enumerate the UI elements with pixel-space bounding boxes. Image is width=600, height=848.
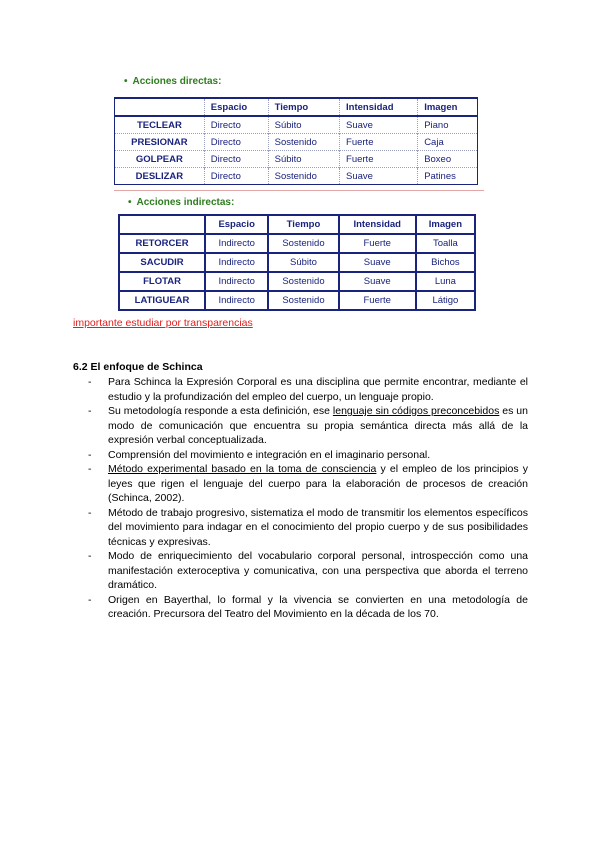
table-cell: Sostenido bbox=[268, 134, 339, 151]
dash-bullet: - bbox=[88, 593, 92, 606]
table-row bbox=[119, 253, 475, 272]
table-cell: Caja bbox=[418, 134, 478, 151]
row-label: TECLEAR bbox=[115, 116, 205, 134]
table-cell: Suave bbox=[340, 116, 418, 134]
table-cell: Indirecto bbox=[205, 234, 268, 253]
dash-bullet: - bbox=[88, 376, 92, 388]
table-cell: Boxeo bbox=[418, 151, 478, 168]
bullet-dot: • bbox=[128, 197, 132, 208]
table-cell: Indirecto bbox=[205, 291, 268, 310]
table-cell: Directo bbox=[204, 168, 268, 185]
header-cell: Espacio bbox=[205, 215, 268, 234]
table-cell: Sostenido bbox=[268, 168, 339, 185]
table-cell: Suave bbox=[339, 253, 416, 272]
table-cell: Indirecto bbox=[205, 272, 268, 291]
table-cell: Súbito bbox=[268, 151, 339, 168]
section-title: 6.2 El enfoque de Schinca bbox=[73, 361, 203, 373]
indirect-actions-heading: • Acciones indirectas: bbox=[128, 197, 235, 208]
indirect-actions-table bbox=[118, 214, 476, 311]
list-item: - Método experimental basado en la toma de consciencia y el empleo de los principios y leyes que rigen el lenguaje del cuerpo para la elaboración de procesos de creación (Schinca, 2002). bbox=[88, 463, 528, 504]
list-item: - Método de trabajo progresivo, sistematiza el modo de transmitir los elementos específicos del movimiento para indagar en el conocimiento del propio cuerpo y de sus posibilidades técnicas y expresivas. bbox=[88, 506, 528, 548]
row-label: PRESIONAR bbox=[115, 134, 205, 151]
header-cell: Intensidad bbox=[339, 215, 416, 234]
table-cell: Fuerte bbox=[340, 134, 418, 151]
header-cell: Tiempo bbox=[268, 215, 338, 234]
table-cell: Súbito bbox=[268, 116, 339, 134]
table-cell: Directo bbox=[204, 151, 268, 168]
table-row bbox=[119, 234, 475, 253]
table-row bbox=[115, 168, 478, 185]
table-cell: Toalla bbox=[416, 234, 475, 253]
table-header-row bbox=[119, 215, 475, 234]
bullet-dot: • bbox=[124, 76, 128, 87]
list-item: - Origen en Bayerthal, lo formal y la vivencia se convierten en una metodología de creación. Precursora del Teatro del Movimiento en la década de los 70. bbox=[88, 593, 528, 620]
table-row bbox=[119, 272, 475, 291]
table-row bbox=[115, 151, 478, 168]
table-cell: Luna bbox=[416, 272, 475, 291]
table-cell: Sostenido bbox=[268, 291, 338, 310]
row-label: GOLPEAR bbox=[115, 151, 205, 168]
header-cell bbox=[115, 98, 205, 116]
row-label: DESLIZAR bbox=[115, 168, 205, 185]
list-item: - Comprensión del movimiento e integración en el imaginario personal. bbox=[88, 448, 431, 461]
table-cell: Bichos bbox=[416, 253, 475, 272]
table-row bbox=[119, 291, 475, 310]
schinca-bullet-list bbox=[88, 375, 528, 622]
separator-line bbox=[114, 190, 484, 191]
table-row bbox=[115, 134, 478, 151]
row-label: SACUDIR bbox=[119, 253, 205, 272]
dash-bullet: - bbox=[88, 448, 92, 461]
header-cell: Imagen bbox=[418, 98, 478, 116]
list-item: - Su metodología responde a esta definición, ese lenguaje sin códigos preconcebidos es un modo de comunicación que encuentra su propia semántica directa más allá de la expresión verbal conceptualizada. bbox=[88, 405, 528, 446]
table-cell: Fuerte bbox=[339, 234, 416, 253]
header-cell: Intensidad bbox=[340, 98, 418, 116]
dash-bullet: - bbox=[88, 506, 92, 519]
table-cell: Suave bbox=[339, 272, 416, 291]
table-row bbox=[115, 116, 478, 134]
dash-bullet: - bbox=[88, 405, 92, 417]
table-cell: Látigo bbox=[416, 291, 475, 310]
direct-actions-table bbox=[114, 97, 478, 185]
table-cell: Súbito bbox=[268, 253, 338, 272]
table-cell: Directo bbox=[204, 134, 268, 151]
table-header-row bbox=[115, 98, 478, 116]
header-cell: Espacio bbox=[204, 98, 268, 116]
dash-bullet: - bbox=[88, 550, 92, 562]
row-label: LATIGUEAR bbox=[119, 291, 205, 310]
header-cell: Imagen bbox=[416, 215, 475, 234]
table-cell: Suave bbox=[340, 168, 418, 185]
table-cell: Patines bbox=[418, 168, 478, 185]
table-cell: Sostenido bbox=[268, 272, 338, 291]
table-cell: Piano bbox=[418, 116, 478, 134]
table-cell: Indirecto bbox=[205, 253, 268, 272]
header-cell: Tiempo bbox=[268, 98, 339, 116]
table-cell: Fuerte bbox=[339, 291, 416, 310]
table-cell: Fuerte bbox=[340, 151, 418, 168]
list-item: - Modo de enriquecimiento del vocabulario corporal personal, introspección como una manifestación exteroceptiva y comunicativa, con una perspectiva que aborda el terreno dramático. bbox=[88, 550, 528, 591]
header-cell bbox=[119, 215, 205, 234]
dash-bullet: - bbox=[88, 463, 92, 475]
list-item: - Para Schinca la Expresión Corporal es una disciplina que permite encontrar, mediante el estudio y la profundización del empleo del cuerpo, un lenguaje propio. bbox=[88, 376, 528, 403]
table-cell: Sostenido bbox=[268, 234, 338, 253]
row-label: FLOTAR bbox=[119, 272, 205, 291]
study-note: importante estudiar por transparencias bbox=[73, 317, 253, 329]
row-label: RETORCER bbox=[119, 234, 205, 253]
table-cell: Directo bbox=[204, 116, 268, 134]
direct-actions-heading: • Acciones directas: bbox=[124, 76, 222, 87]
